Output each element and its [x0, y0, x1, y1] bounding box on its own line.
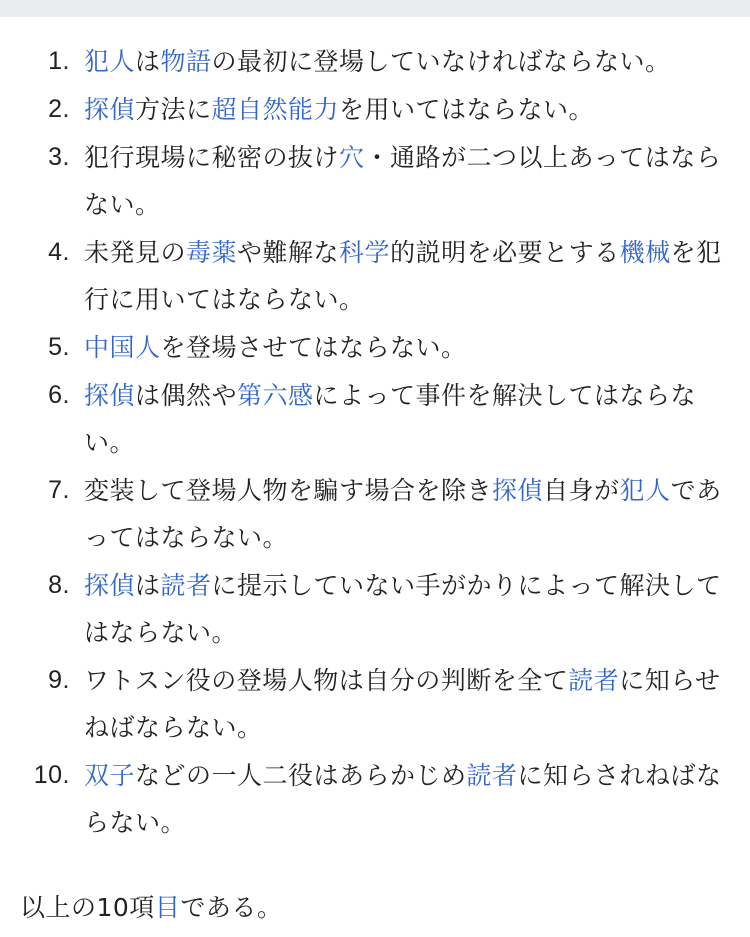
item-text: に提示していない手がかりによって解決してはならない。 [84, 571, 722, 647]
item-text: は偶然や [135, 381, 238, 410]
link-tantei[interactable]: 探偵 [492, 476, 544, 505]
link-kikai[interactable]: 機械 [619, 238, 671, 267]
item-number: 7. [48, 476, 70, 504]
item-number: 6. [48, 381, 70, 409]
list-item [0, 38, 750, 85]
list-item [0, 229, 750, 323]
item-number: 8. [48, 571, 70, 599]
item-number: 5. [48, 333, 70, 361]
item-number: 10. [33, 761, 70, 789]
link-dokusha[interactable]: 読者 [160, 571, 212, 600]
item-text: や難解な [237, 238, 340, 267]
list-item [0, 372, 750, 466]
link-dokusha[interactable]: 読者 [568, 666, 620, 695]
link-koumoku[interactable]: 目 [154, 893, 181, 922]
item-text: 犯行現場に秘密の抜け [84, 143, 340, 172]
closing-paragraph [20, 884, 282, 931]
item-text: を登場させてはならない。 [160, 333, 467, 362]
link-tantei[interactable]: 探偵 [84, 95, 136, 124]
item-text: などの一人二役はあらかじめ [135, 761, 467, 790]
item-number: 9. [48, 666, 70, 694]
item-text: ワトスン役の登場人物は自分の判断を全て [84, 666, 569, 695]
link-tantei[interactable]: 探偵 [84, 381, 136, 410]
item-text: ・通路が二つ以上あってはならない。 [84, 143, 722, 219]
item-number: 1. [48, 47, 70, 75]
link-chou-shizen-nouryoku[interactable]: 超自然能力 [211, 95, 340, 124]
item-text: は [135, 47, 161, 76]
link-futago[interactable]: 双子 [84, 761, 136, 790]
link-monogatari[interactable]: 物語 [160, 47, 212, 76]
rules-list [0, 38, 750, 847]
top-bar [0, 0, 750, 17]
link-hannin[interactable]: 犯人 [619, 476, 671, 505]
item-text: 方法に [135, 95, 212, 124]
link-kagaku[interactable]: 科学 [339, 238, 391, 267]
item-number: 2. [48, 95, 70, 123]
list-item [0, 657, 750, 751]
item-text: であってはならない。 [84, 476, 722, 552]
link-dokusha[interactable]: 読者 [466, 761, 518, 790]
list-item [0, 324, 750, 371]
list-item [0, 86, 750, 133]
item-text: 自身が [543, 476, 620, 505]
list-item [0, 752, 750, 846]
link-dokuyaku[interactable]: 毒薬 [186, 238, 238, 267]
item-number: 3. [48, 143, 70, 171]
list-item [0, 134, 750, 228]
item-text: によって事件を解決してはならない。 [84, 381, 697, 457]
item-text: 未発見の [84, 238, 187, 267]
item-number: 4. [48, 238, 70, 266]
link-hannin[interactable]: 犯人 [84, 47, 136, 76]
closing-text: 以上の10項 [20, 893, 155, 922]
link-tantei[interactable]: 探偵 [84, 571, 136, 600]
item-text: の最初に登場していなければならない。 [211, 47, 671, 76]
item-text: を犯行に用いてはならない。 [84, 238, 722, 314]
link-ana[interactable]: 穴 [339, 143, 365, 172]
closing-text: である。 [180, 893, 283, 922]
item-text: に知らされねばならない。 [84, 761, 722, 837]
list-item [0, 467, 750, 561]
item-text: に知らせねばならない。 [84, 666, 721, 742]
item-text: 的説明を必要とする [390, 238, 620, 267]
link-chuugokujin[interactable]: 中国人 [84, 333, 161, 362]
item-text: は [135, 571, 161, 600]
item-text: を用いてはならない。 [339, 95, 595, 124]
link-dairokkan[interactable]: 第六感 [237, 381, 314, 410]
item-text: 変装して登場人物を騙す場合を除き [84, 476, 493, 505]
list-item [0, 562, 750, 656]
